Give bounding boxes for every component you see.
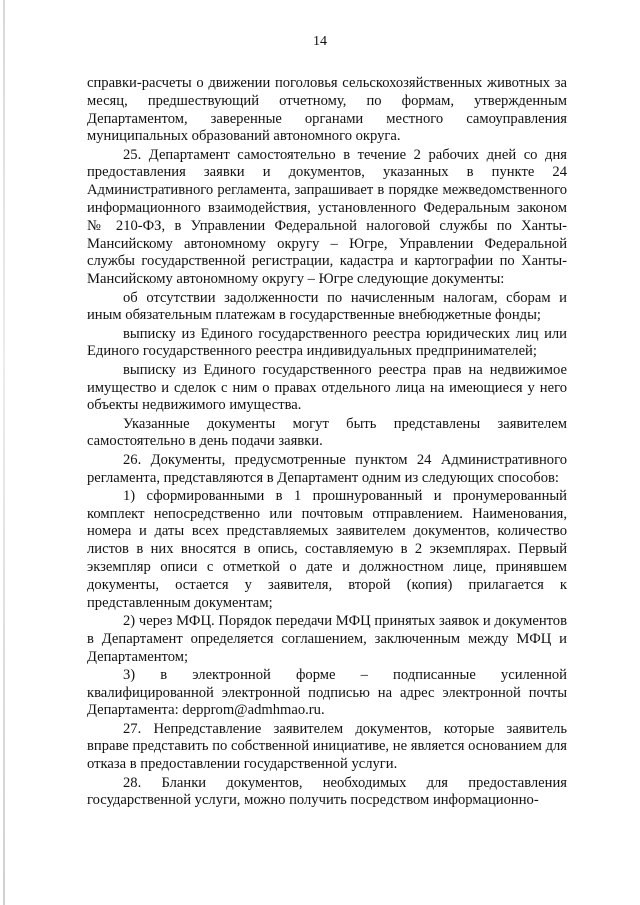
paragraph-tax-debt: об отсутствии задолженности по начисленным налогам, сборам и иным обязательным платежам в государственные внебюджетные фонды; [87,289,567,324]
paragraph-registry-extract: выписку из Единого государственного реестра юридических лиц или Единого государственного реестра индивидуальных предпринимателей; [87,325,567,360]
page-number: 14 [313,34,327,49]
paragraph-item-27: 27. Непредставление заявителем документов, которые заявитель вправе представить по собственной инициативе, не является основанием для отказа в предоставлении государственной услуги. [87,720,567,773]
paragraph-method-3: 3) в электронной форме – подписанные усиленной квалифицированной электронной подписью на адрес электронной почты Департамента: depprom@admhmao.ru. [87,666,567,719]
paragraph-method-1: 1) сформированными в 1 прошнурованный и пронумерованный комплект непосредственно или почтовым отправлением. Наименования, номера и даты всех представляемых заявителем документов, количество листов в них вносятся в опись, составляемую в 2 экземплярах. Первый экземпляр описи с отметкой о дате и должностном лице, принявшем документы, остается у заявителя, второй (копия) прилагается к представленным документам; [87,487,567,611]
paragraph-item-28: 28. Бланки документов, необходимых для предоставления государственной услуги, можно получить посредством информационно- [87,774,567,809]
paragraph-property-extract: выписку из Единого государственного реестра прав на недвижимое имущество и сделок с ним о правах отдельного лица на имеющиеся у него объекты недвижимого имущества. [87,361,567,414]
paragraph-applicant-submission: Указанные документы могут быть представлены заявителем самостоятельно в день подачи заявки. [87,415,567,450]
paragraph-method-2: 2) через МФЦ. Порядок передачи МФЦ принятых заявок и документов в Департамент определяется соглашением, заключенным между МФЦ и Департаментом; [87,612,567,665]
document-body [87,75,567,811]
paragraph-item-25: 25. Департамент самостоятельно в течение 2 рабочих дней со дня предоставления заявки и документов, указанных в пункте 24 Административного регламента, запрашивает в порядке межведомственного информационного взаимодействия, установленного Федеральным законом № 210-ФЗ, в Управлении Федеральной налоговой службы по Ханты-Мансийскому автономному округу – Югре, Управлении Федеральной службы государственной регистрации, кадастра и картографии по Ханты-Мансийскому автономному округу – Югре следующие документы: [87,146,567,288]
scan-edge-shadow [3,0,5,905]
paragraph-item-26: 26. Документы, предусмотренные пунктом 24 Административного регламента, представляются в Департамент одним из следующих способов: [87,451,567,486]
paragraph-continuation: справки-расчеты о движении поголовья сельскохозяйственных животных за месяц, предшествующий отчетному, по формам, утвержденным Департаментом, заверенные органами местного самоуправления муниципальных образований автономного округа. [87,75,567,145]
